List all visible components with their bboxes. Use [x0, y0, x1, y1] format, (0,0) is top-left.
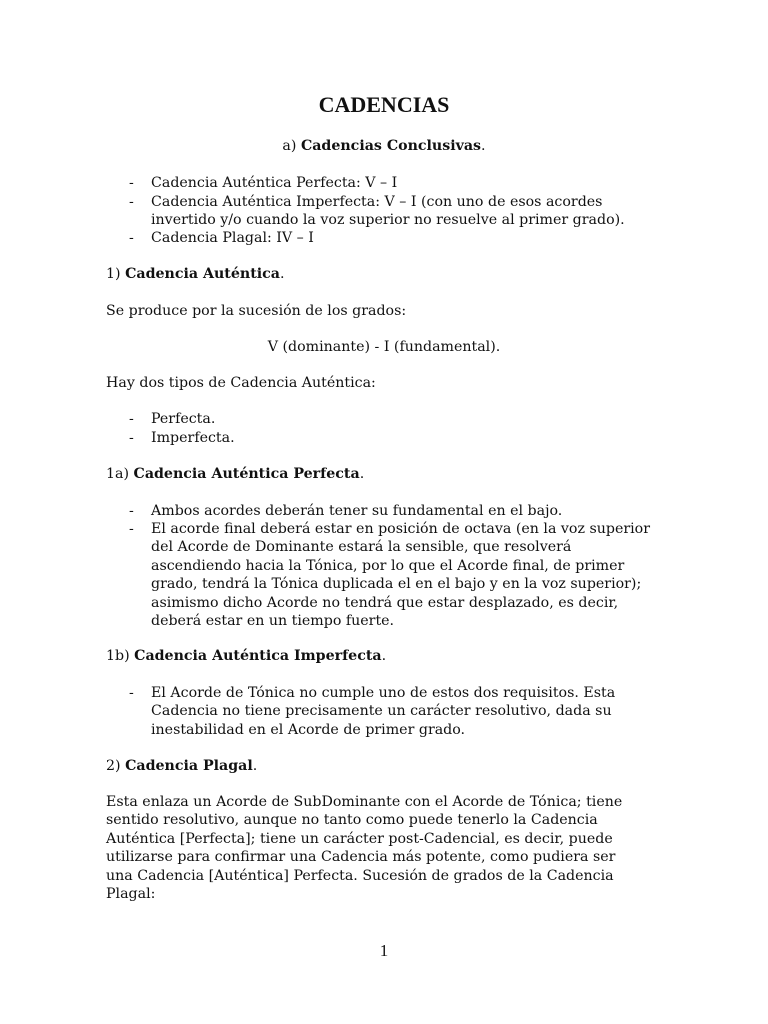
- list-bullet: -: [129, 194, 134, 210]
- paragraph: Hay dos tipos de Cadencia Auténtica:: [106, 375, 376, 391]
- section-heading-1: 1) Cadencia Auténtica.: [106, 266, 285, 282]
- list-bullet: -: [129, 685, 134, 701]
- list-bullet: -: [129, 430, 134, 446]
- list-bullet: -: [129, 175, 134, 191]
- list-item: El acorde final deberá estar en posición de octava (en la voz superior del Acorde de Dominante estará la sensible, que resolverá ascendiendo hacia la Tónica, por lo que el Acorde final, de primer grado, tendrá la Tónica duplicada el en el bajo y en la voz superior); asimismo dicho Acorde no tendrá que estar desplazado, es decir, deberá estar en un tiempo fuerte.: [151, 521, 651, 630]
- list-item: Cadencia Auténtica Perfecta: V – I: [151, 175, 398, 191]
- list-bullet: -: [129, 503, 134, 519]
- section-heading-2: 2) Cadencia Plagal.: [106, 758, 258, 774]
- document-title: CADENCIAS: [318, 92, 450, 117]
- section-heading-1a: 1a) Cadencia Auténtica Perfecta.: [106, 466, 365, 482]
- list-item: Cadencia Auténtica Imperfecta: V – I (con uno de esos acordes invertido y/o cuando la voz superior no resuelve al primer grado).: [151, 194, 625, 229]
- list-bullet: -: [129, 411, 134, 427]
- centered-formula: V (dominante) - I (fundamental).: [267, 339, 501, 355]
- paragraph: Esta enlaza un Acorde de SubDominante con el Acorde de Tónica; tiene sentido resolutivo, aunque no tanto como puede tenerlo la Cadencia Auténtica [Perfecta]; tiene un carácter post-Cadencial, es decir, puede utilizarse para confirmar una Cadencia más potente, como pudiera ser una Cadencia [Auténtica] Perfecta. Sucesión de grados de la Cadencia Plagal:: [106, 794, 623, 903]
- page-number: 1: [379, 941, 389, 960]
- section-heading-a: a) Cadencias Conclusivas.: [282, 138, 486, 154]
- list-bullet: -: [129, 230, 134, 246]
- section-heading-1b: 1b) Cadencia Auténtica Imperfecta.: [106, 648, 387, 664]
- list-item: Cadencia Plagal: IV – I: [151, 230, 314, 246]
- paragraph: Se produce por la sucesión de los grados:: [106, 303, 407, 319]
- list-item: Perfecta.: [151, 411, 216, 427]
- list-item: El Acorde de Tónica no cumple uno de estos dos requisitos. Esta Cadencia no tiene precisamente un carácter resolutivo, dada su inestabilidad en el Acorde de primer grado.: [151, 685, 616, 738]
- list-item: Imperfecta.: [151, 430, 235, 446]
- list-item: Ambos acordes deberán tener su fundamental en el bajo.: [151, 503, 563, 519]
- list-bullet: -: [129, 521, 134, 537]
